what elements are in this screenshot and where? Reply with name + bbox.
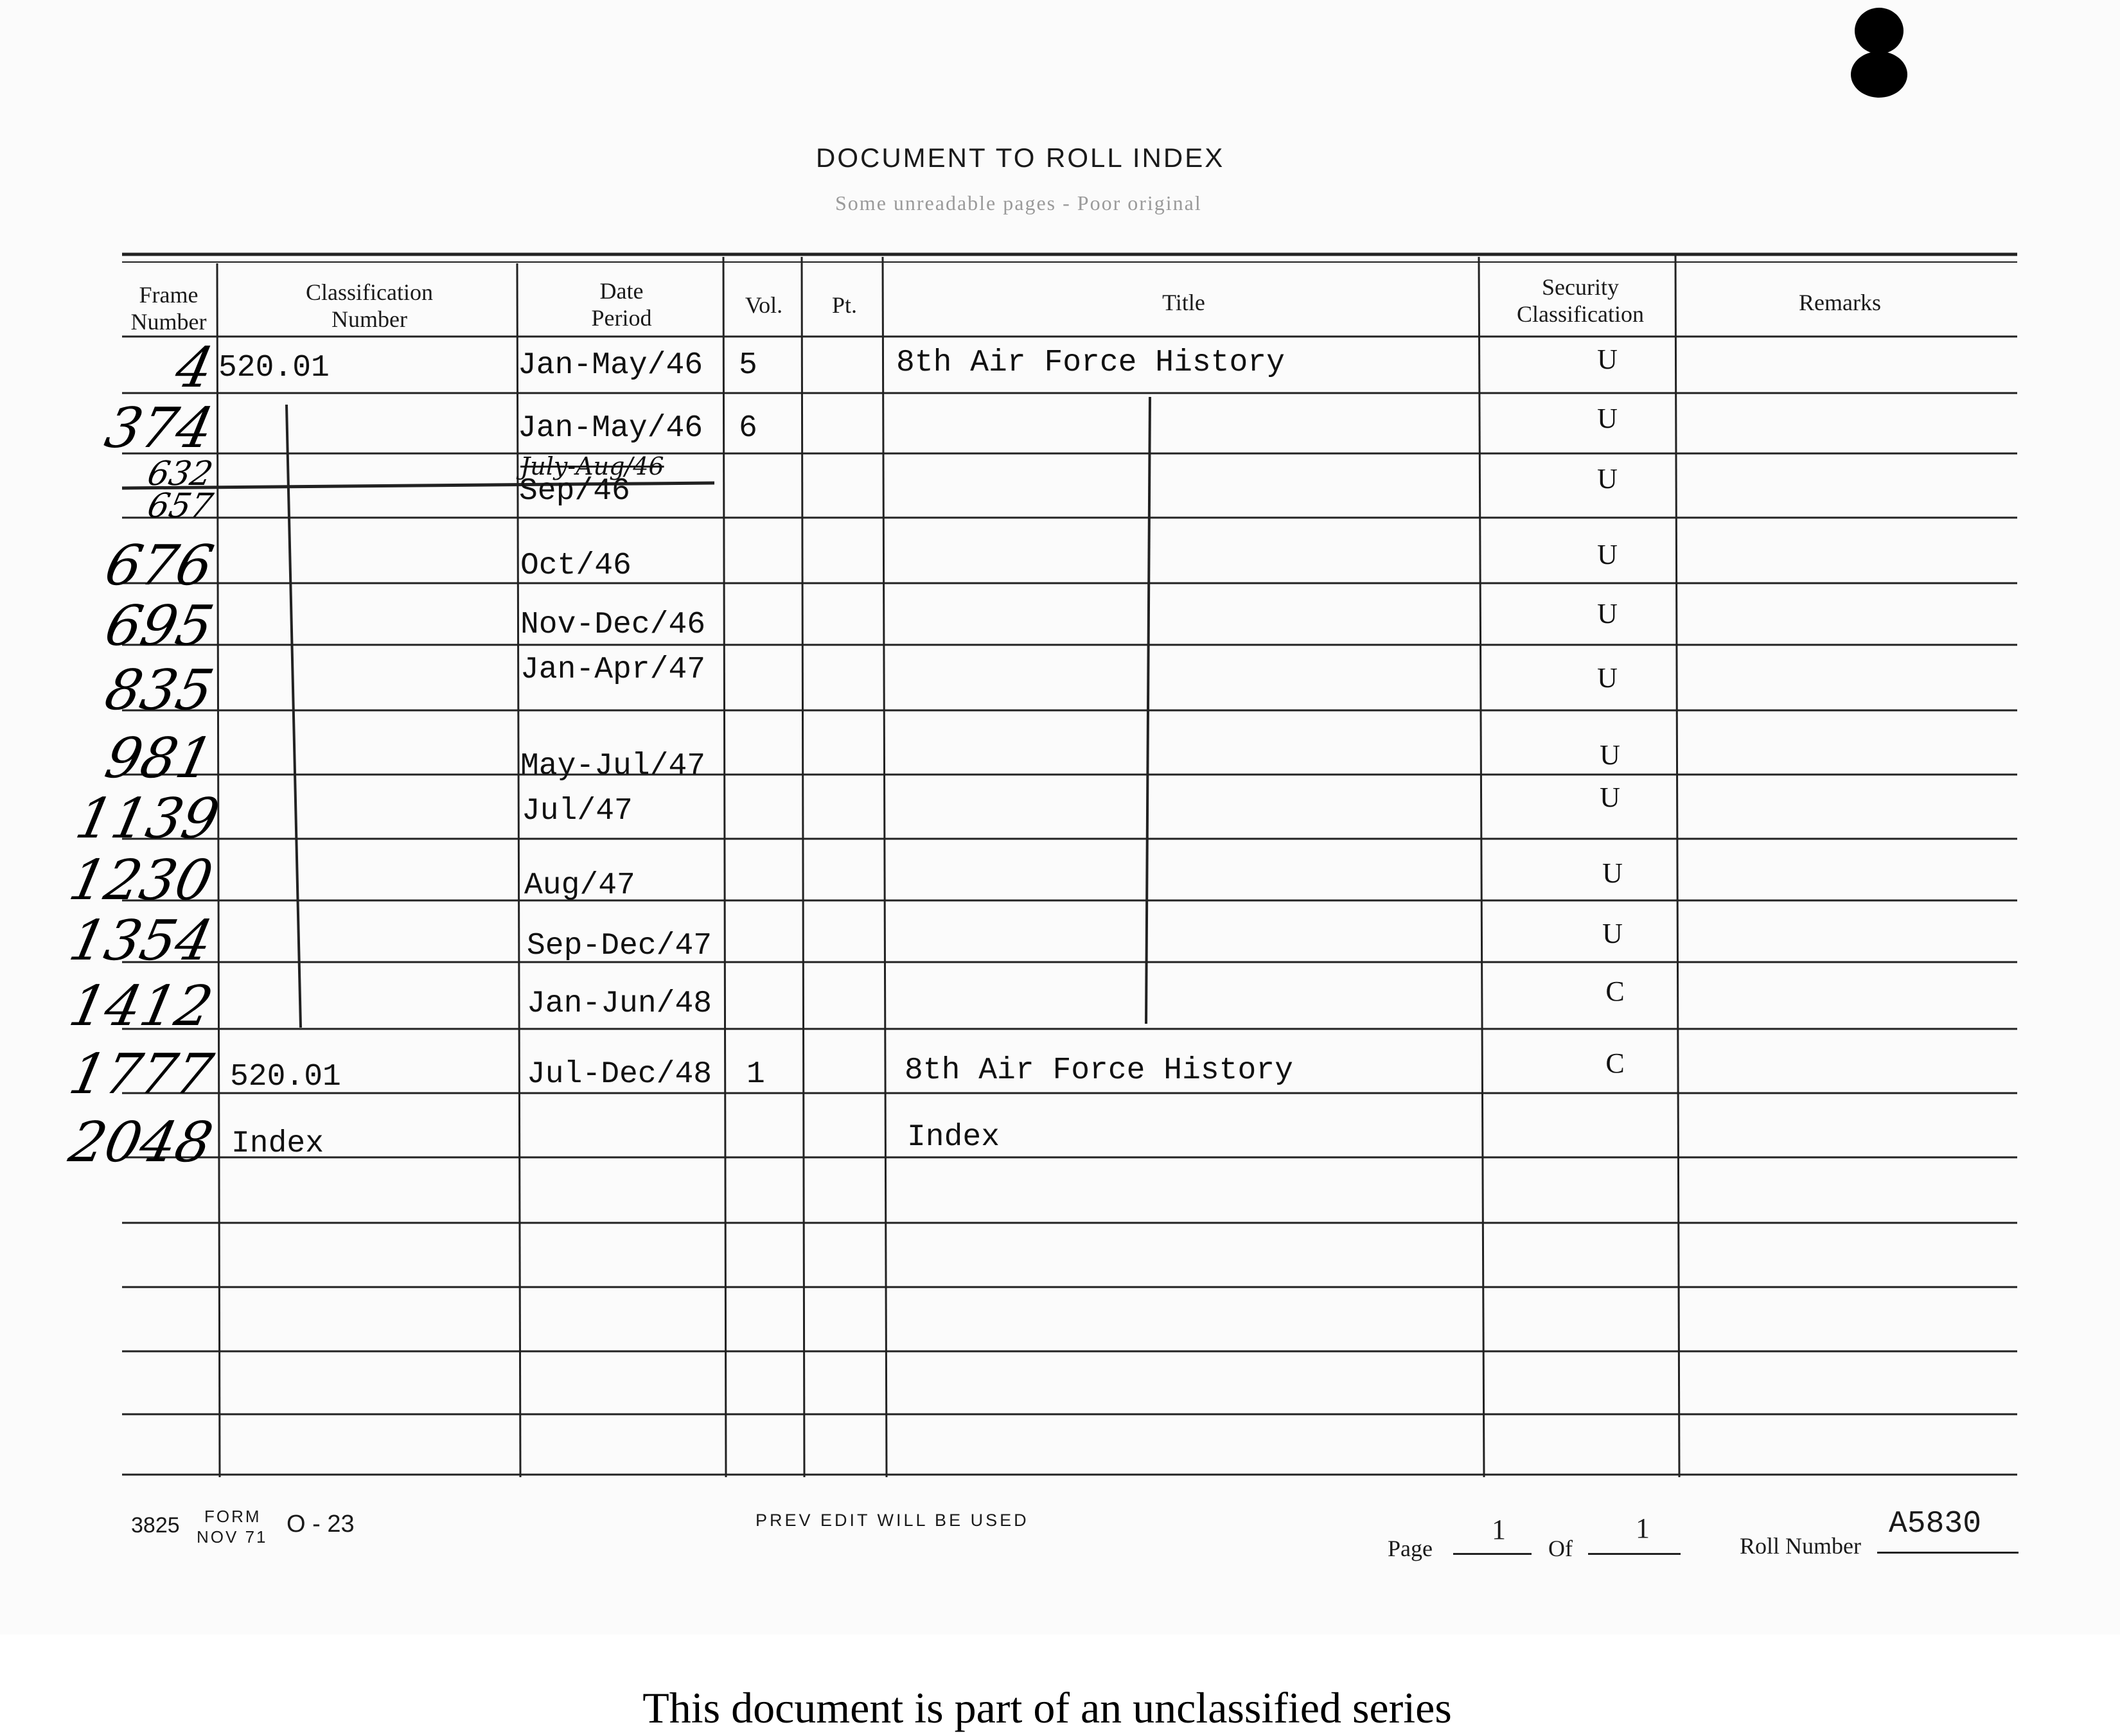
classification-number: Index xyxy=(231,1127,324,1161)
security-class: U xyxy=(1602,857,1623,889)
header-class-line1: Classification xyxy=(306,279,433,305)
document-title: 8th Air Force History xyxy=(896,346,1285,380)
document-title: 8th Air Force History xyxy=(905,1053,1293,1088)
page-number: 1 xyxy=(1492,1514,1506,1545)
date-period-struck: July-Aug/46 xyxy=(520,452,664,480)
frame-number: 374 xyxy=(100,396,219,460)
form-note: Some unreadable pages - Poor original xyxy=(835,191,1202,215)
frame-number: 1412 xyxy=(64,974,218,1039)
header-frame-line2: Number xyxy=(130,309,207,335)
header-frame-number xyxy=(122,281,215,335)
form-label: FORM xyxy=(204,1507,261,1526)
security-class: U xyxy=(1600,782,1620,813)
frame-number: 1139 xyxy=(70,787,225,851)
page-total: 1 xyxy=(1636,1512,1650,1544)
header-security-line2: Classification xyxy=(1517,301,1644,327)
roll-number: A5830 xyxy=(1889,1507,1982,1541)
date-period: Sep-Dec/47 xyxy=(527,929,712,963)
frame-number: 657 xyxy=(144,487,216,525)
date-period: Nov-Dec/46 xyxy=(520,608,706,642)
prev-edit-note: PREV EDIT WILL BE USED xyxy=(755,1511,1029,1530)
header-date-period xyxy=(520,277,723,331)
page-number-line xyxy=(1453,1553,1532,1555)
header-title: Title xyxy=(1162,290,1205,315)
header-security-classification xyxy=(1484,274,1677,328)
volume: 1 xyxy=(746,1057,765,1092)
security-class: U xyxy=(1597,598,1618,629)
date-period: Sep/46 xyxy=(519,474,630,509)
security-class: U xyxy=(1597,539,1618,570)
frame-number: 1230 xyxy=(64,848,218,913)
date-period: Jul-Dec/48 xyxy=(527,1057,712,1092)
date-period: Jan-May/46 xyxy=(518,411,703,446)
header-frame-line1: Frame xyxy=(139,282,199,308)
header-date-line2: Period xyxy=(591,305,652,331)
security-class: U xyxy=(1597,662,1618,694)
of-label: Of xyxy=(1548,1536,1573,1561)
frame-number: 695 xyxy=(100,594,219,658)
security-class: U xyxy=(1597,344,1618,375)
form-date: NOV 71 xyxy=(197,1527,268,1547)
form-number: 3825 xyxy=(131,1513,180,1538)
volume: 6 xyxy=(739,411,757,446)
header-remarks: Remarks xyxy=(1799,290,1881,315)
date-period: Oct/46 xyxy=(520,548,632,583)
page-label: Page xyxy=(1388,1536,1433,1561)
caption: This document is part of an unclassified series xyxy=(642,1683,1452,1732)
frame-number: 676 xyxy=(100,534,219,598)
header-pt: Pt. xyxy=(831,292,858,318)
header-class-line2: Number xyxy=(331,306,407,332)
frame-number: 981 xyxy=(100,726,219,791)
header-date-line1: Date xyxy=(599,278,644,304)
form-title: DOCUMENT TO ROLL INDEX xyxy=(816,143,1225,173)
security-class: U xyxy=(1600,739,1620,771)
frame-number: 1777 xyxy=(64,1042,218,1107)
date-period: Aug/47 xyxy=(524,868,635,903)
frame-number: 835 xyxy=(100,658,219,723)
security-class: C xyxy=(1605,976,1625,1007)
date-period: May-Jul/47 xyxy=(520,749,706,784)
page-total-line xyxy=(1588,1553,1681,1555)
header-vol: Vol. xyxy=(745,292,783,318)
frame-number: 1354 xyxy=(64,909,218,973)
security-class: C xyxy=(1605,1048,1625,1079)
security-class: U xyxy=(1597,463,1618,495)
document-title: Index xyxy=(907,1120,1000,1155)
form-code: O - 23 xyxy=(287,1511,355,1538)
roll-number-line xyxy=(1877,1552,2018,1554)
date-period: Jul/47 xyxy=(522,794,633,829)
frame-number: 4 xyxy=(170,336,219,400)
classification-number: 520.01 xyxy=(218,351,330,385)
date-period: Jan-May/46 xyxy=(518,348,703,383)
security-class: U xyxy=(1602,918,1623,949)
header-security-line1: Security xyxy=(1542,274,1619,300)
volume: 5 xyxy=(739,348,757,383)
roll-number-label: Roll Number xyxy=(1740,1533,1861,1559)
security-class: U xyxy=(1597,403,1618,434)
frame-number-struck: 632 xyxy=(144,455,216,493)
date-period: Jan-Jun/48 xyxy=(527,986,712,1021)
frame-number: 2048 xyxy=(64,1110,218,1175)
header-classification-number xyxy=(222,279,517,333)
date-period: Jan-Apr/47 xyxy=(520,653,706,687)
classification-number: 520.01 xyxy=(230,1060,341,1094)
